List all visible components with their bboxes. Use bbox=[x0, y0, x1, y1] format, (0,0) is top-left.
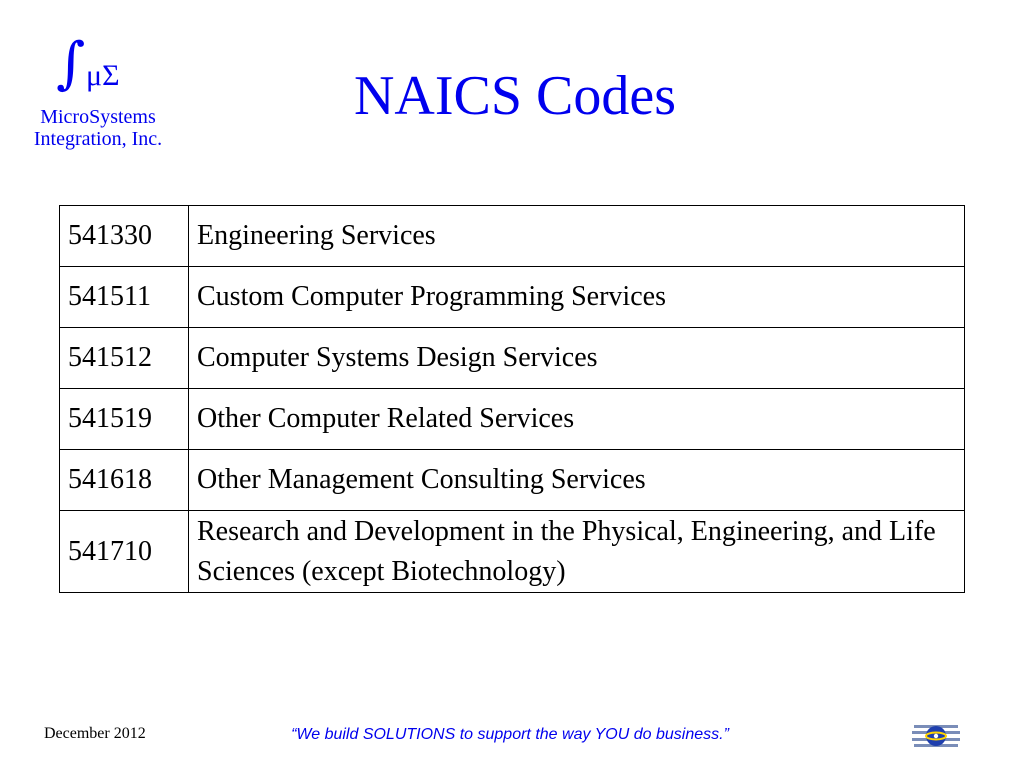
naics-code-cell: 541710 bbox=[60, 511, 189, 593]
naics-code-cell: 541512 bbox=[60, 328, 189, 389]
naics-code-cell: 541511 bbox=[60, 267, 189, 328]
naics-code-cell: 541618 bbox=[60, 450, 189, 511]
company-name-line1: MicroSystems bbox=[40, 106, 156, 128]
naics-code-cell: 541330 bbox=[60, 206, 189, 267]
integral-symbol: ∫ bbox=[56, 31, 86, 96]
footer-slogan: “We build SOLUTIONS to support the way YOU do business.” bbox=[291, 726, 729, 743]
logo-symbol bbox=[0, 28, 196, 106]
table-row bbox=[60, 206, 965, 267]
naics-code-cell: 541519 bbox=[60, 389, 189, 450]
table-row bbox=[60, 450, 965, 511]
company-name-line2: Integration, Inc. bbox=[33, 128, 163, 150]
naics-description-cell: Custom Computer Programming Services bbox=[189, 267, 965, 328]
company-logo bbox=[0, 28, 196, 150]
footer-date: December 2012 bbox=[44, 725, 146, 742]
naics-description-cell: Computer Systems Design Services bbox=[189, 328, 965, 389]
naics-codes-table bbox=[59, 205, 965, 593]
naics-description-cell: Other Management Consulting Services bbox=[189, 450, 965, 511]
table-row bbox=[60, 328, 965, 389]
table-row bbox=[60, 511, 965, 593]
slide-title: NAICS Codes bbox=[353, 65, 677, 127]
table-row bbox=[60, 389, 965, 450]
mu-sigma-symbol: μΣ bbox=[86, 59, 120, 92]
naics-description-cell: Research and Development in the Physical, Engineering, and Life Sciences (except Biotechnology) bbox=[189, 511, 965, 593]
company-globe-icon bbox=[912, 722, 960, 750]
naics-description-cell: Other Computer Related Services bbox=[189, 389, 965, 450]
table-row bbox=[60, 267, 965, 328]
naics-description-cell: Engineering Services bbox=[189, 206, 965, 267]
